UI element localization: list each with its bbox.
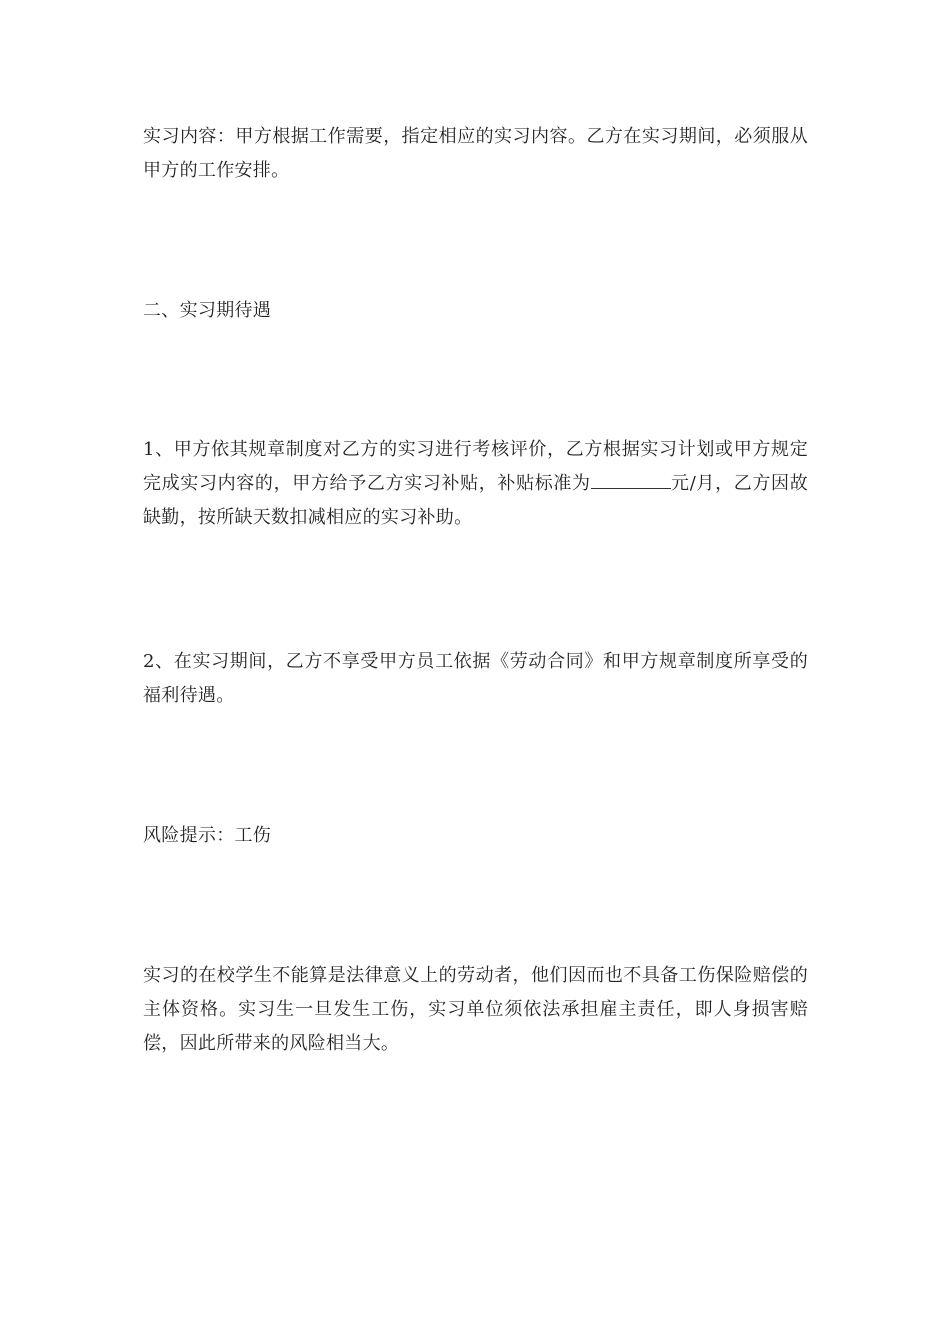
internship-content-paragraph: 实习内容：甲方根据工作需要，指定相应的实习内容。乙方在实习期间，必须服从甲方的工作安排。: [143, 126, 808, 181]
risk-warning-heading: 风险提示：工伤: [143, 825, 272, 846]
allowance-amount-blank: [591, 468, 671, 489]
allowance-text-after: 元/月，乙方因故缺勤，按所缺天数扣减相应的实习补助。: [143, 473, 808, 528]
allowance-paragraph: [143, 433, 808, 535]
benefits-paragraph: 2、在实习期间，乙方不享受甲方员工依据《劳动合同》和甲方规章制度所享受的福利待遇。: [143, 651, 808, 706]
allowance-text-before: 1、甲方依其规章制度对乙方的实习进行考核评价，乙方根据实习计划或甲方规定完成实习内容的，甲方给予乙方实习补贴，补贴标准为: [143, 439, 808, 494]
work-injury-paragraph: 实习的在校学生不能算是法律意义上的劳动者，他们因而也不具备工伤保险赔偿的主体资格。实习生一旦发生工伤，实习单位须依法承担雇主责任，即人身损害赔偿，因此所带来的风险相当大。: [143, 965, 808, 1054]
section-heading-treatment: 二、实习期待遇: [143, 300, 272, 321]
